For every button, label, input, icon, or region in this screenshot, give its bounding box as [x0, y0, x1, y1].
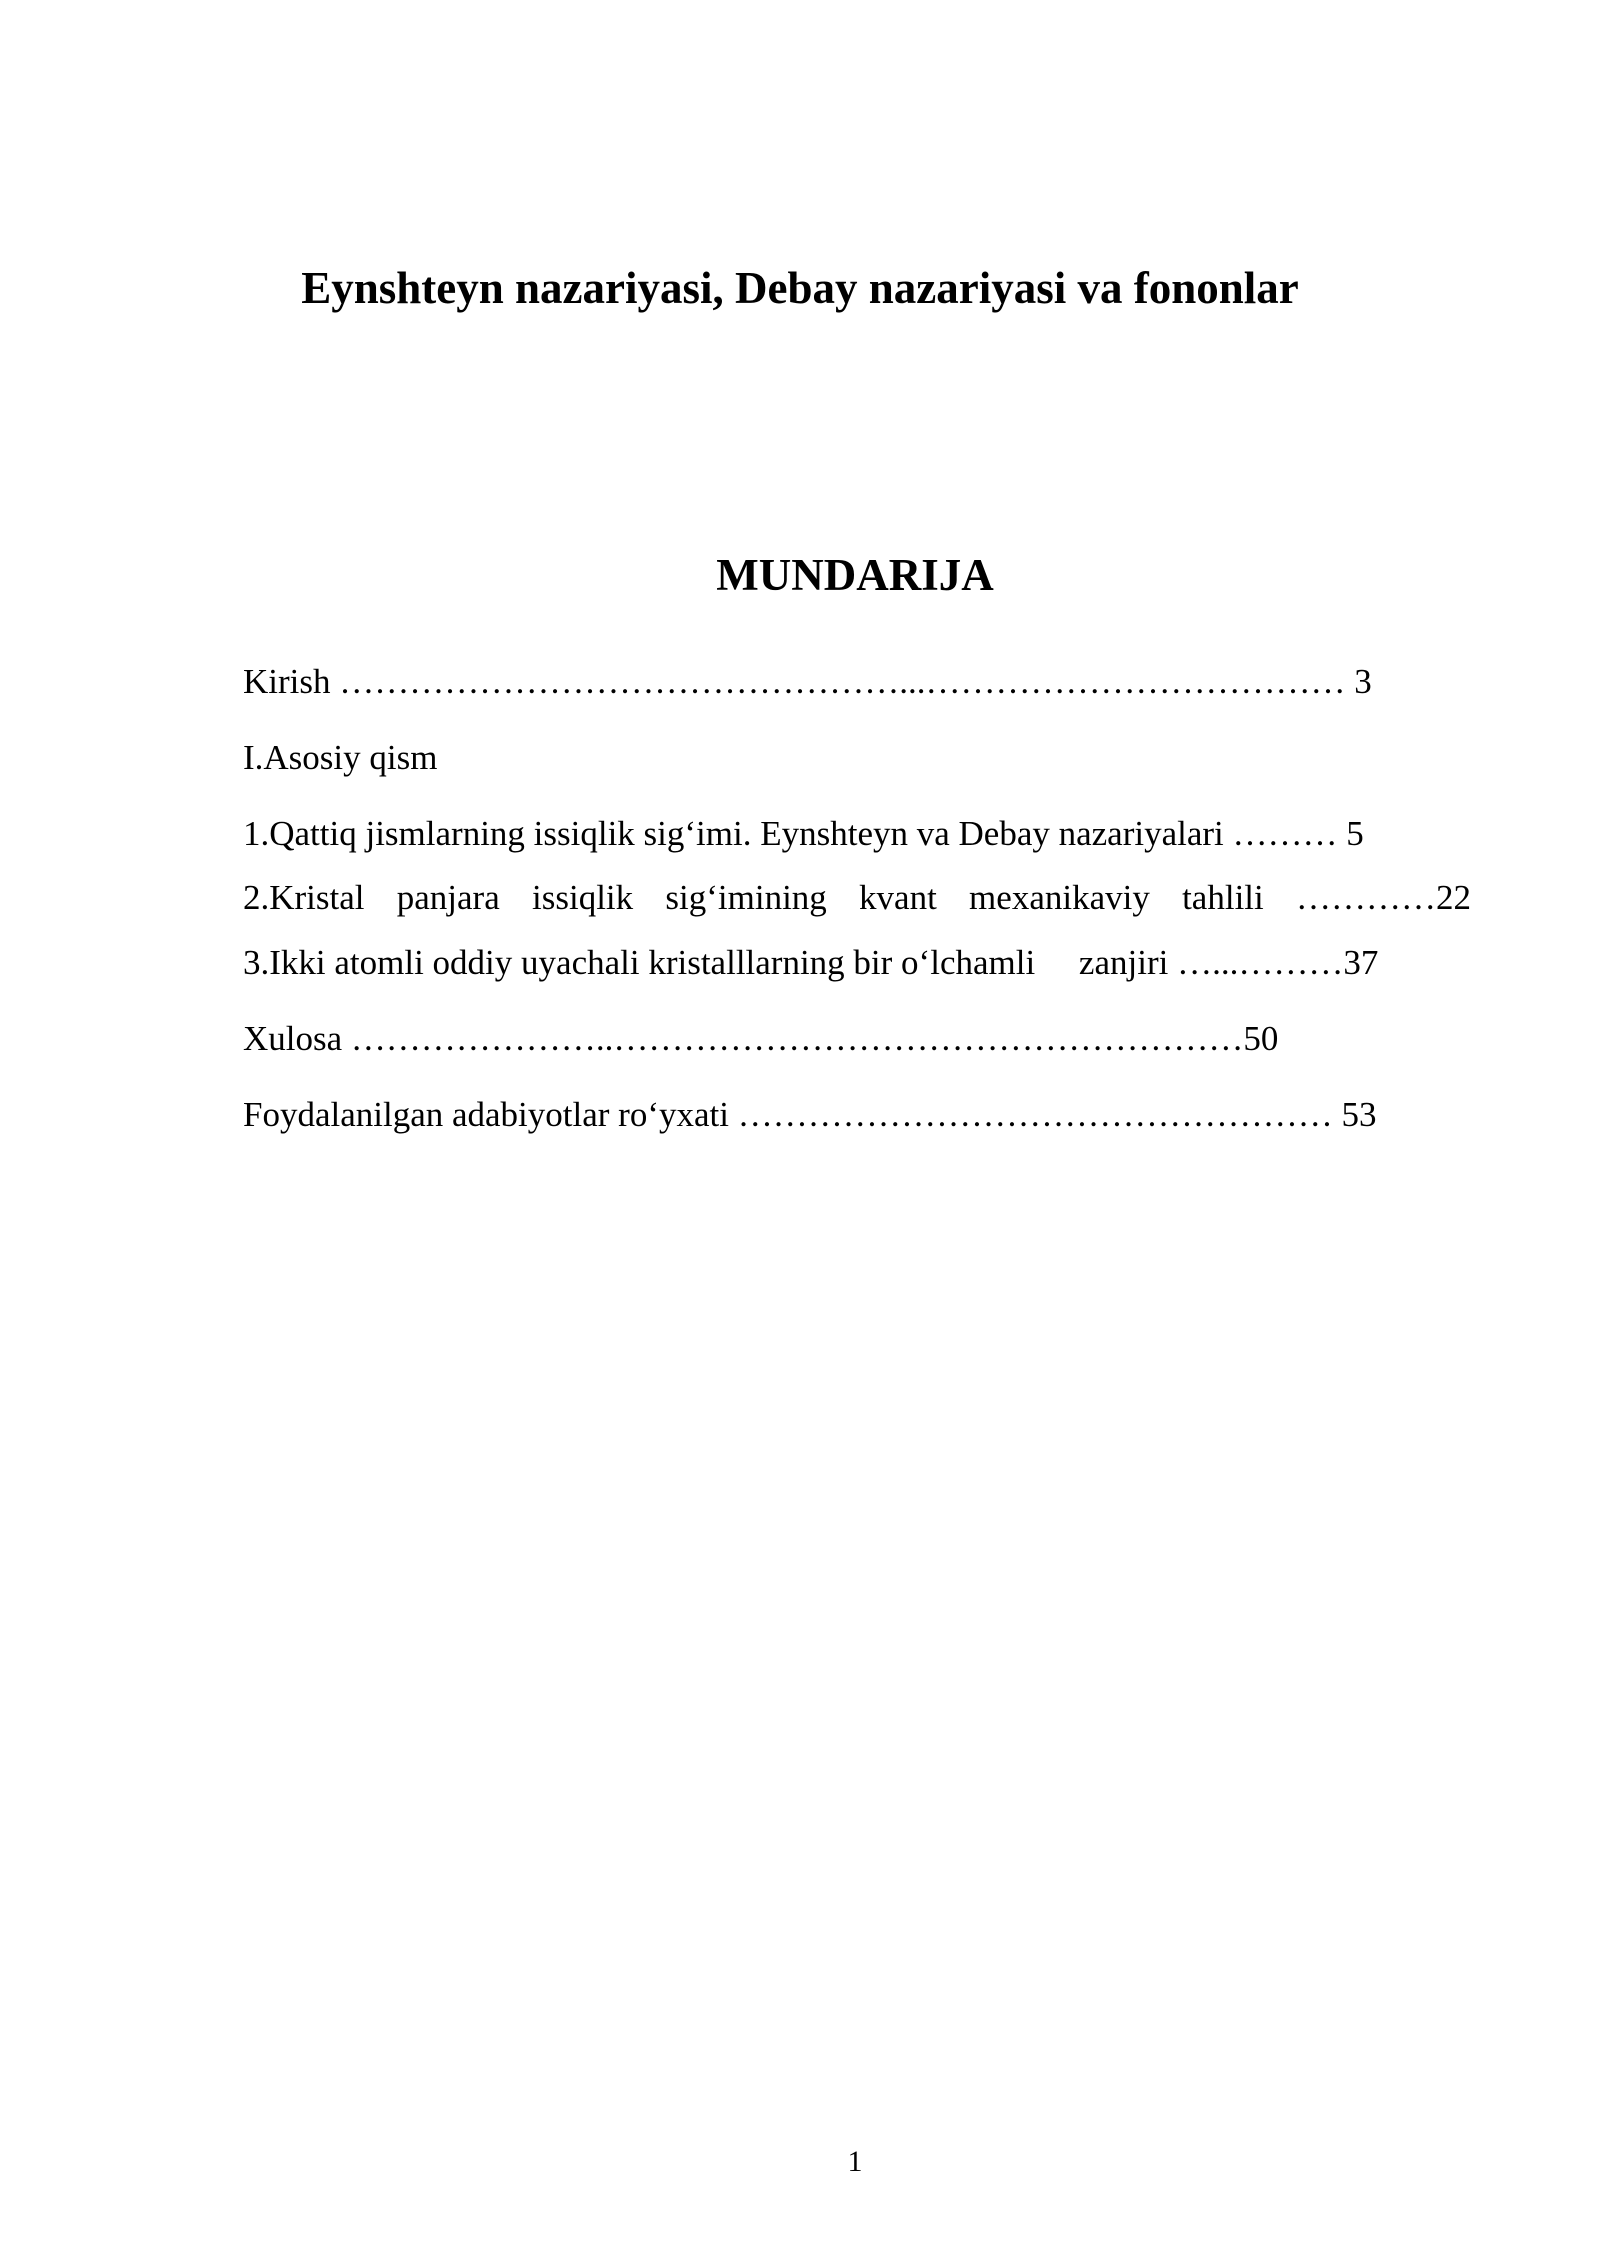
- toc-entry-xulosa: Xulosa …………………..………………………………………………50: [243, 1019, 1279, 1058]
- toc-entry-chapter-2: 2.Kristal panjara issiqlik sig‘imining kvant mexanikaviy tahlili …………22: [243, 878, 1471, 917]
- table-of-contents-heading: MUNDARIJA: [716, 550, 994, 600]
- page-number: 1: [847, 2145, 863, 2178]
- toc-entry-chapter-3: 3.Ikki atomli oddiy uyachali kristalllarning bir o‘lchamli zanjiri …...………37: [243, 943, 1379, 982]
- toc-entry-kirish: Kirish …………………………………………...……………………………… 3: [243, 662, 1372, 701]
- toc-section-asosiy-qism: I.Asosiy qism: [243, 738, 438, 777]
- toc-entry-adabiyotlar: Foydalanilgan adabiyotlar ro‘yxati …………………………………………… 53: [243, 1095, 1377, 1134]
- document-title: Eynshteyn nazariyasi, Debay nazariyasi va fononlar: [301, 263, 1299, 313]
- toc-entry-chapter-1: 1.Qattiq jismlarning issiqlik sig‘imi. Eynshteyn va Debay nazariyalari ……… 5: [243, 814, 1364, 853]
